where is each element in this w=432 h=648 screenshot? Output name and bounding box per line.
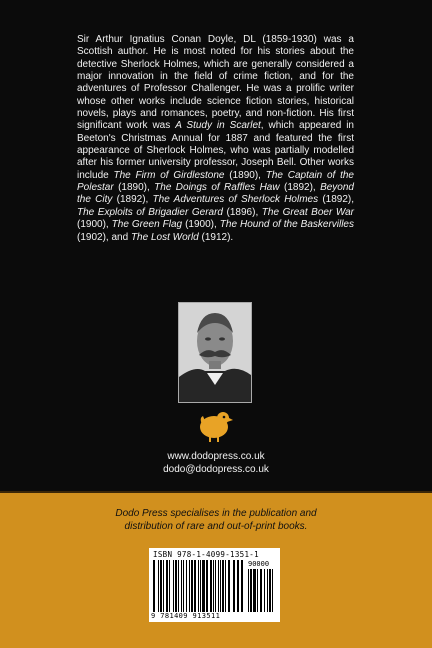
barcode-bar [237,560,239,612]
book-title: The Green Flag [111,219,183,231]
barcode-bar [194,560,196,612]
barcode-bar [222,560,224,612]
barcode-bar [163,560,164,612]
book-title: The Great Boer War [261,206,354,218]
author-portrait [178,302,252,403]
book-title: The Lost World [130,231,199,243]
dodo-logo-icon [197,408,233,442]
barcode-bar [257,569,258,612]
barcode-bar [202,560,205,612]
barcode-bars [153,560,245,612]
bio-text: (1900), [182,219,220,231]
barcode-bar [210,560,212,612]
addon-code: 90000 [248,560,270,568]
website-link[interactable]: www.dodopress.co.uk [167,451,265,462]
barcode-bar [166,560,168,612]
bio-text: Sir Arthur Ignatius Conan Doyle, DL (1859-1930) was a Scottish author. He is most noted for his stories about the detective Sherlock Holmes, which are generally considered a major innovation in the field of crime fiction, and for the adventures of Professor Challenger. He was a prolific writer whose other works include science fiction stories, historical novels, plays and romances, poetry, and non-fiction. His first significant work was [77,34,354,132]
ean-number: 9 781409 913511 [151,612,221,620]
book-title: The Firm of Girdlestone [113,169,225,181]
bio-text: (1892), [112,194,153,206]
barcode-bar [233,560,235,612]
bio-text: (1902), and [77,231,131,243]
bio-text: (1890), [224,169,266,181]
barcode-bar [218,560,219,612]
barcode-bar [169,560,170,612]
book-title: The Exploits of Brigadier Gerard [77,206,223,218]
barcode-bar [181,560,182,612]
barcode-bar [215,560,216,612]
bio-text: , which appeared in Beeton's Christmas Annual for 1887 and featured the first appearance of Sherlock Holmes, who was partially modelled after his former university professor, Joseph Bell. Other works include [77,120,354,181]
email-link[interactable]: dodo@dodopress.co.uk [163,464,269,475]
barcode-bar [189,560,190,612]
barcode-bar [220,560,221,612]
book-title: The Doings of Raffles Haw [154,182,280,194]
bio-text: (1900), [77,219,112,231]
barcode-bar [213,560,214,612]
book-title: The Hound of the Baskervilles [219,219,354,231]
barcode-bar [253,569,256,612]
barcode-bar [175,560,177,612]
barcode-bar [241,560,243,612]
tagline-line: distribution of rare and out-of-print books. [124,521,308,532]
barcode-bar [198,560,199,612]
publisher-tagline [0,507,432,533]
barcode-bar [200,560,201,612]
barcode-bar [206,560,208,612]
bio-text: (1896), [222,206,262,218]
bio-text: (1892), [279,182,321,194]
barcode-bar [250,569,252,612]
contact-links [0,450,432,476]
bio-text: (1890), [113,182,155,194]
book-title: Beyond the City [77,182,354,206]
barcode-bar [183,560,184,612]
barcode-bar [272,569,273,612]
barcode-bar [178,560,179,612]
isbn-barcode [149,548,280,622]
author-biography [77,34,354,244]
barcode-bar [267,569,268,612]
addon-barcode-bars [248,569,276,612]
bio-text: (1892), [318,194,355,206]
barcode-bar [269,569,271,612]
barcode-bar [158,560,159,612]
barcode-bar [228,560,230,612]
barcode-bar [264,569,265,612]
barcode-bar [260,569,262,612]
book-title: The Captain of the Polestar [77,169,354,194]
book-title: A Study in Scarlet [175,120,261,132]
barcode-bar [173,560,174,612]
barcode-bar [225,560,226,612]
barcode-bar [191,560,193,612]
barcode-bar [153,560,155,612]
barcode-bar [186,560,187,612]
barcode-bar [248,569,249,612]
tagline-line: Dodo Press specialises in the publication and [115,508,317,519]
book-title: The Adventures of Sherlock Holmes [152,194,319,206]
barcode-bar [160,560,162,612]
isbn-label: ISBN 978-1-4099-1351-1 [153,550,259,559]
bio-text: (1912). [198,231,234,243]
